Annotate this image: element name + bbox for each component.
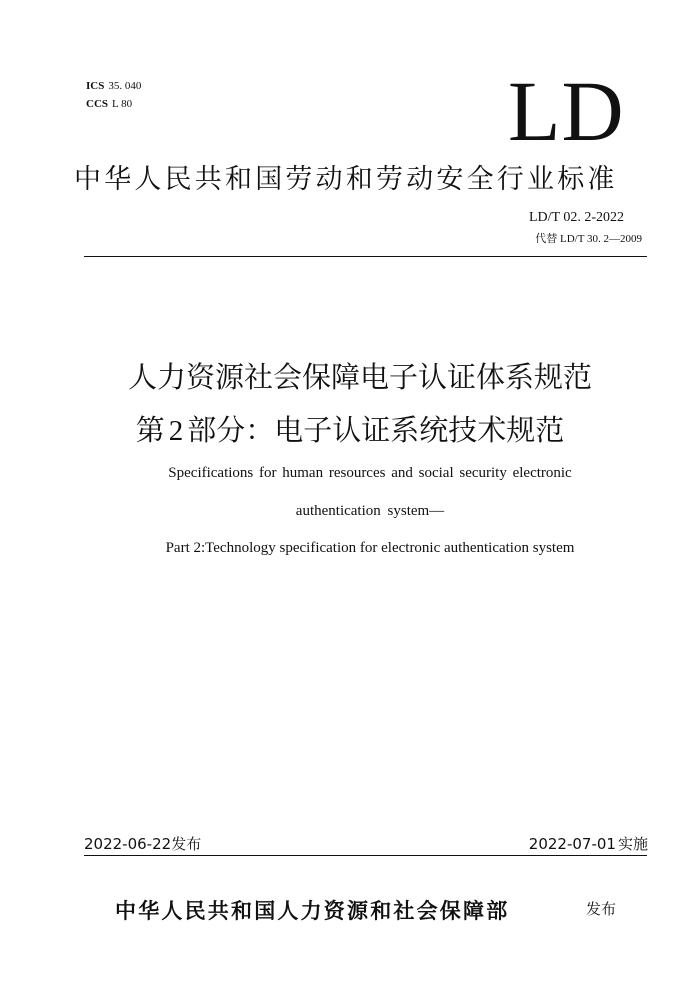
publish-label: 发布: [171, 835, 202, 853]
replaces-note: [535, 232, 642, 246]
title-part-prefix: 第: [135, 413, 165, 447]
header-divider: [84, 256, 647, 257]
effective-date: [529, 834, 648, 854]
document-title-line-1: 人力资源社会保障电子认证体系规范: [127, 360, 592, 394]
publish-date-value: 2022-06-22: [84, 835, 172, 853]
ccs-code: [86, 97, 132, 111]
footer-divider: [84, 855, 647, 856]
standard-category-title: 中华人民共和国劳动和劳动安全行业标准: [74, 164, 618, 195]
replaces-code: LD/T 30. 2—2009: [560, 233, 642, 245]
replaces-prefix: 代替: [535, 233, 558, 245]
ics-label: ICS: [86, 80, 105, 92]
document-title-line-2: [0, 410, 700, 451]
title-part-number: 2: [168, 415, 184, 447]
issuing-ministry: 中华人民共和国人力资源和社会保障部: [115, 899, 510, 923]
english-title-line-2: authentication system—: [295, 503, 445, 519]
ics-value: 35. 040: [108, 80, 142, 92]
title-part-rest: 部分：电子认证系统技术规范: [187, 413, 565, 447]
effective-date-value: 2022-07-01: [528, 835, 616, 853]
english-title-line-1: Specifications for human resources and social security electronic: [168, 465, 572, 481]
publish-date: [84, 834, 201, 854]
english-title-line-3: Part 2:Technology specification for electronic authentication system: [165, 540, 575, 556]
ccs-label: CCS: [86, 98, 109, 110]
effective-label: 实施: [617, 835, 648, 853]
ics-code: [86, 79, 141, 93]
ccs-value: L 80: [112, 98, 133, 110]
ld-standard-mark: LD: [508, 63, 625, 159]
standard-number: LD/T 02. 2-2022: [528, 210, 624, 225]
issue-label: 发布: [586, 900, 617, 918]
